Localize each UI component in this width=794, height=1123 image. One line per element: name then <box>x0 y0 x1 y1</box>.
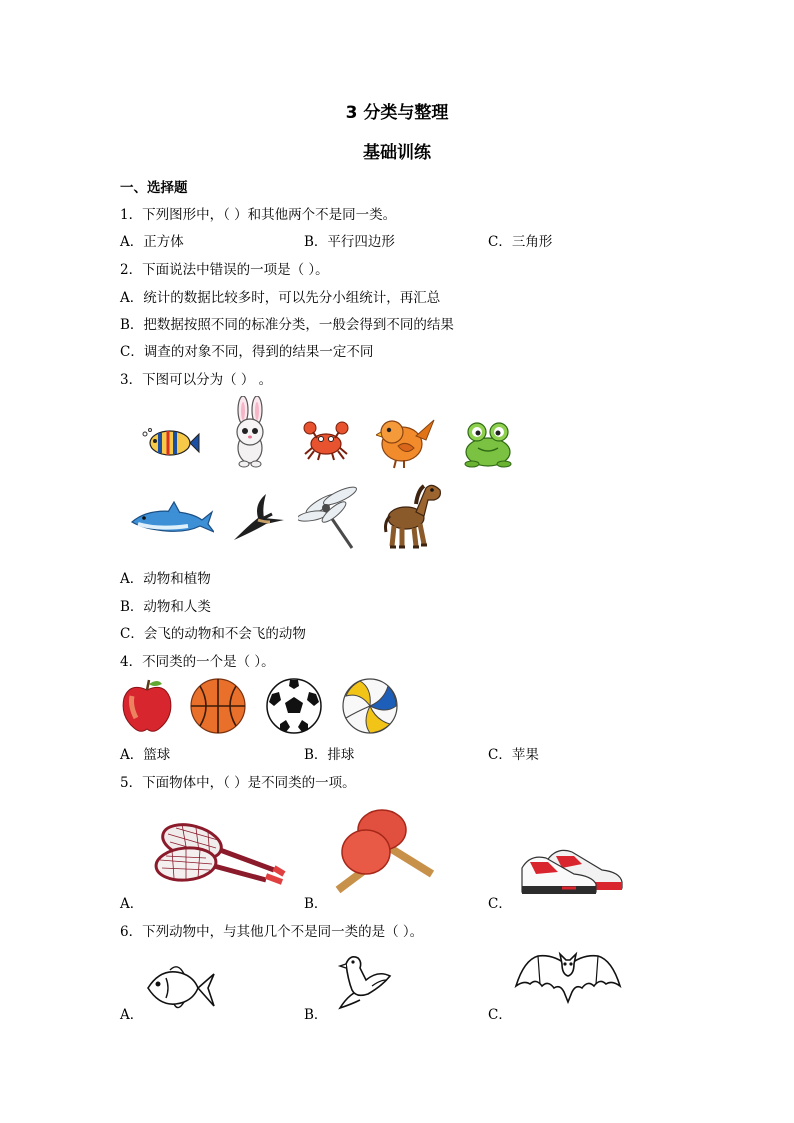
dragonfly-icon <box>298 486 362 550</box>
question-5-stem: 5．下面物体中，（ ）是不同类的一项。 <box>120 775 356 791</box>
ping-pong-paddles-icon <box>330 804 440 896</box>
question-5-option-b[interactable]: B． <box>304 896 328 912</box>
question-3-stem: 3．下图可以分为（ ） 。 <box>120 372 273 388</box>
question-2-option-b[interactable]: B．把数据按照不同的标准分类，一般会得到不同的结果 <box>120 317 454 333</box>
question-4-option-b[interactable]: B．排球 <box>304 747 355 763</box>
dolphin-icon <box>128 500 214 540</box>
section-heading: 一、选择题 <box>120 180 188 196</box>
question-3-option-b[interactable]: B．动物和人类 <box>120 599 211 615</box>
swallow-icon <box>230 490 286 546</box>
dove-outline-icon <box>332 950 394 1012</box>
crab-icon <box>302 420 350 462</box>
rabbit-icon <box>228 396 272 468</box>
frog-icon <box>462 420 514 468</box>
question-6-stem: 6．下列动物中，与其他几个不是同一类的是（ ）。 <box>120 924 424 940</box>
question-6-option-b[interactable]: B． <box>304 1007 328 1023</box>
horse-icon <box>382 474 444 550</box>
fish-icon <box>138 422 200 462</box>
question-1-option-a[interactable]: A．正方体 <box>120 234 184 250</box>
question-4-stem: 4．不同类的一个是（ ）。 <box>120 654 275 670</box>
question-6-option-c[interactable]: C． <box>488 1007 512 1023</box>
basketball-icon <box>190 678 246 734</box>
question-2-option-c[interactable]: C．调查的对象不同，得到的结果一定不同 <box>120 344 374 360</box>
question-4-option-a[interactable]: A．篮球 <box>120 747 171 763</box>
question-6-option-a[interactable]: A． <box>120 1007 144 1023</box>
volleyball-icon <box>342 678 398 734</box>
question-5-option-a[interactable]: A． <box>120 896 144 912</box>
bird-icon <box>376 412 436 470</box>
question-1-option-b[interactable]: B．平行四边形 <box>304 234 395 250</box>
tennis-rackets-icon <box>146 816 286 896</box>
page-title: 3 分类与整理 <box>345 103 449 123</box>
soccer-ball-icon <box>266 678 322 734</box>
question-3-option-a[interactable]: A．动物和植物 <box>120 571 211 587</box>
question-5-option-c[interactable]: C． <box>488 896 512 912</box>
bat-outline-icon <box>514 946 622 1008</box>
question-3-option-c[interactable]: C．会飞的动物和不会飞的动物 <box>120 626 306 642</box>
apple-icon <box>120 676 174 734</box>
question-1-stem: 1．下列图形中，（ ）和其他两个不是同一类。 <box>120 207 397 223</box>
sneakers-icon <box>516 842 624 896</box>
question-4-option-c[interactable]: C．苹果 <box>488 747 539 763</box>
question-1-option-c[interactable]: C．三角形 <box>488 234 553 250</box>
page-subtitle: 基础训练 <box>363 143 431 163</box>
question-2-stem: 2．下面说法中错误的一项是（ ）。 <box>120 262 329 278</box>
question-2-option-a[interactable]: A．统计的数据比较多时，可以先分小组统计，再汇总 <box>120 290 441 306</box>
fish-outline-icon <box>144 960 216 1014</box>
